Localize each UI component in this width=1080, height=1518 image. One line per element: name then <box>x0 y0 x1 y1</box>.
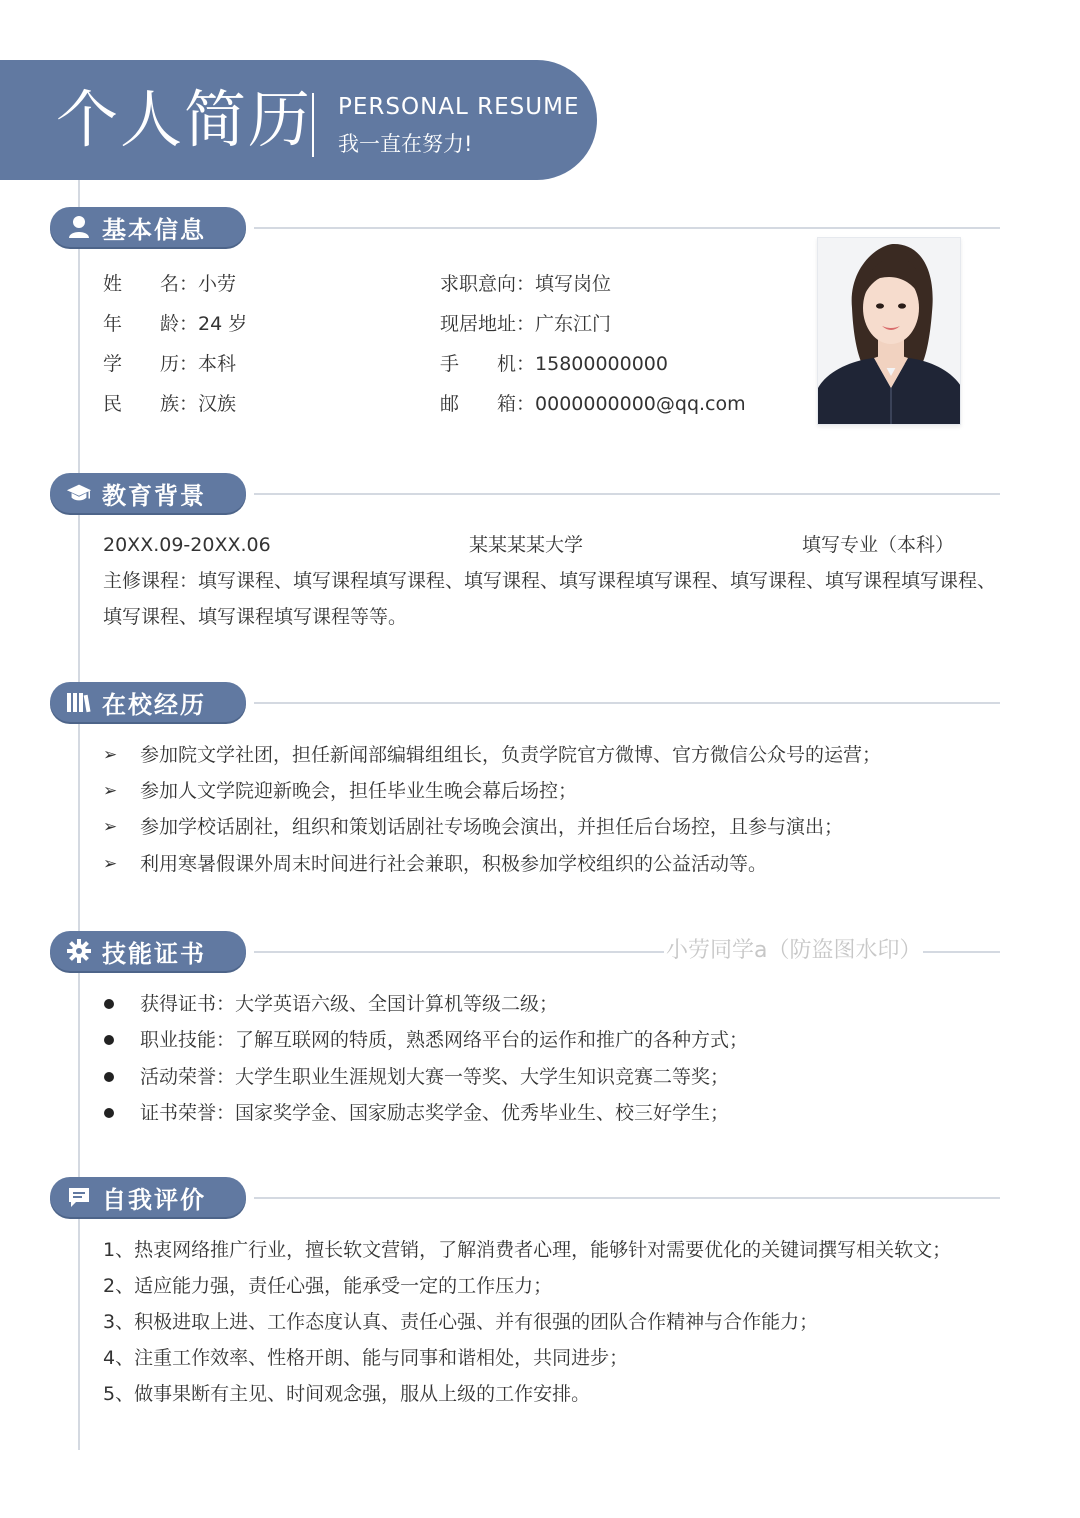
section-pill <box>50 931 246 971</box>
arrow-bullet-icon: ➢ <box>103 781 118 801</box>
section-title: 基本信息 <box>102 215 206 244</box>
section-pill <box>50 207 246 247</box>
job-intention-field: 求职意向：填写岗位 <box>440 273 612 295</box>
address-field: 现居地址：广东江门 <box>440 313 612 335</box>
dot-bullet-icon <box>104 1035 114 1045</box>
banner-divider <box>312 93 314 157</box>
skill-item: 职业技能：了解互联网的特质，熟悉网络平台的运作和推广的各种方式； <box>140 1029 749 1051</box>
education-school: 某某某某大学 <box>469 534 584 556</box>
campus-item: 参加学校话剧社，组织和策划话剧社专场晚会演出，并担任后台场控，且参与演出； <box>140 816 844 838</box>
arrow-bullet-icon: ➢ <box>103 854 118 874</box>
self-eval-item: 1、热衷网络推广行业，擅长软文营销，了解消费者心理，能够针对需要优化的关键词撰写相关软文； <box>103 1239 952 1261</box>
section-title: 技能证书 <box>102 939 206 968</box>
section-pill <box>50 473 246 513</box>
education-period: 20XX.09-20XX.06 <box>103 534 271 556</box>
age-field: 年 龄：24 岁 <box>103 313 248 335</box>
education-courses-line1: 主修课程：填写课程、填写课程填写课程、填写课程、填写课程填写课程、填写课程、填写课程填写课程、 <box>103 570 997 592</box>
section-pill <box>50 1177 246 1217</box>
resume-title: 个人简历 <box>56 83 313 156</box>
education-major: 填写专业（本科） <box>802 534 955 556</box>
name-field: 姓 名：小劳 <box>103 273 237 295</box>
resume-slogan: 我一直在努力! <box>338 132 473 156</box>
dot-bullet-icon <box>104 1072 114 1082</box>
books-icon <box>66 689 92 715</box>
graduation-cap-icon <box>66 480 92 506</box>
gear-icon <box>66 938 92 964</box>
education-courses-line2: 填写课程、填写课程填写课程等等。 <box>103 606 408 628</box>
section-self-header <box>50 1177 1000 1217</box>
section-title: 在校经历 <box>102 690 206 719</box>
header-banner <box>0 60 597 180</box>
profile-photo <box>817 237 961 425</box>
section-divider <box>254 702 1000 704</box>
watermark: 小劳同学a（防盗图水印） <box>666 938 922 963</box>
section-title: 自我评价 <box>102 1185 206 1214</box>
timeline-line <box>78 180 80 1450</box>
arrow-bullet-icon: ➢ <box>103 817 118 837</box>
self-eval-item: 4、注重工作效率、性格开朗、能与同事和谐相处，共同进步； <box>103 1347 629 1369</box>
phone-field: 手 机：15800000000 <box>440 353 668 375</box>
section-campus-header <box>50 682 1000 722</box>
skill-item: 活动荣誉：大学生职业生涯规划大赛一等奖、大学生知识竞赛二等奖； <box>140 1066 730 1088</box>
section-pill <box>50 682 246 722</box>
arrow-bullet-icon: ➢ <box>103 745 118 765</box>
campus-item: 参加院文学社团，担任新闻部编辑组组长，负责学院官方微博、官方微信公众号的运营； <box>140 744 882 766</box>
section-divider <box>254 493 1000 495</box>
dot-bullet-icon <box>104 999 114 1009</box>
person-icon <box>66 214 92 240</box>
section-divider <box>254 227 1000 229</box>
skill-item: 获得证书：大学英语六级、全国计算机等级二级； <box>140 993 559 1015</box>
email-field: 邮 箱：0000000000@qq.com <box>440 393 746 415</box>
campus-item: 参加人文学院迎新晚会，担任毕业生晚会幕后场控； <box>140 780 578 802</box>
education-level-field: 学 历：本科 <box>103 353 237 375</box>
resume-subtitle-en: PERSONAL RESUME <box>338 94 580 120</box>
self-eval-item: 5、做事果断有主见、时间观念强，服从上级的工作安排。 <box>103 1383 591 1405</box>
self-eval-item: 2、适应能力强，责任心强，能承受一定的工作压力； <box>103 1275 553 1297</box>
self-eval-item: 3、积极进取上进、工作态度认真、责任心强、并有很强的团队合作精神与合作能力； <box>103 1311 819 1333</box>
comment-icon <box>66 1184 92 1210</box>
section-title: 教育背景 <box>102 481 206 510</box>
campus-item: 利用寒暑假课外周末时间进行社会兼职，积极参加学校组织的公益活动等。 <box>140 853 768 875</box>
section-divider <box>254 1197 1000 1199</box>
section-education-header <box>50 473 1000 513</box>
dot-bullet-icon <box>104 1108 114 1118</box>
skill-item: 证书荣誉：国家奖学金、国家励志奖学金、优秀毕业生、校三好学生； <box>140 1102 730 1124</box>
ethnicity-field: 民 族：汉族 <box>103 393 237 415</box>
